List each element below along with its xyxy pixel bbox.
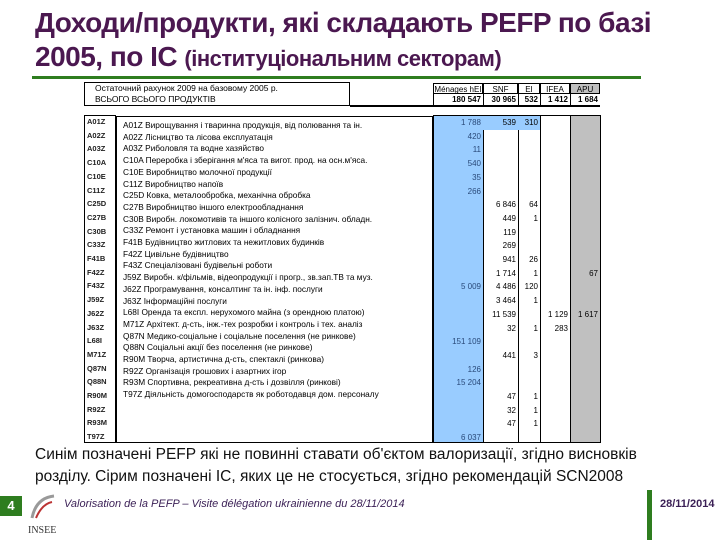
data-cell (570, 157, 600, 171)
data-cell (483, 335, 518, 349)
data-cell (483, 363, 518, 377)
data-cell (483, 157, 518, 171)
row-code: J63Z (87, 322, 105, 332)
data-cell: 15 204 (456, 378, 481, 388)
data-cell (570, 171, 600, 185)
row-code: J62Z (87, 308, 105, 318)
row-code: J59Z (87, 295, 105, 305)
data-cell (570, 226, 600, 240)
data-cell (540, 157, 570, 171)
data-table (84, 80, 600, 443)
sector-description: J62Z Програмування, консалтинг та ін. інф. послуги (123, 283, 323, 294)
sector-description: R90M Творча, артистична д-сть, спектаклі (ринкова) (123, 354, 325, 365)
data-cell: 32 (507, 405, 516, 415)
row-code: C25D (87, 199, 107, 209)
data-cell: 1 (533, 323, 538, 333)
data-cell: 540 (467, 159, 481, 169)
data-cell (540, 185, 570, 199)
sector-description: L68I Оренда та експл. нерухомого майна (з орендною платою) (123, 307, 365, 318)
data-cell (433, 308, 483, 322)
data-cell: 151 109 (452, 337, 481, 347)
row-code: T97Z (87, 432, 105, 442)
sector-description: A03Z Риболовля та водне хазяйство (123, 143, 264, 154)
caption-line2: ВСЬОГО ВСЬОГО ПРОДУКТІВ (95, 94, 216, 104)
sector-description: F43Z Спеціалізовані будівельні роботи (123, 260, 273, 271)
sector-description: J59Z Виробн. к/фільмів, відеопродукції і прогр., зв.зап.ТВ та муз. (123, 272, 373, 283)
data-cell (433, 404, 483, 418)
data-cell (570, 349, 600, 363)
data-cell: 11 539 (492, 309, 516, 319)
data-cell: 5 009 (460, 282, 481, 292)
caption-line1: Остаточний рахунок 2009 на базовому 2005 р. (95, 83, 278, 93)
row-code: C30B (87, 226, 107, 236)
data-cell: 4 486 (495, 282, 516, 292)
data-cell (518, 239, 540, 253)
data-cell: 1 (533, 268, 538, 278)
sector-description: C11Z Виробництво напоїв (123, 178, 224, 189)
data-cell (540, 116, 570, 130)
data-cell (433, 322, 483, 336)
data-cell: 266 (467, 186, 481, 196)
data-cell: 941 (502, 255, 516, 264)
data-cell (433, 253, 483, 267)
footer-divider (647, 490, 652, 540)
data-cell (518, 363, 540, 377)
data-cell (433, 212, 483, 226)
sector-description: Q87N Медико-соціальне і соціальне поселення (не ринкове) (123, 330, 356, 341)
data-cell: 47 (507, 392, 516, 401)
data-cell (540, 226, 570, 240)
data-cell: 3 (533, 350, 538, 360)
data-cell (433, 198, 483, 212)
row-code: F42Z (87, 267, 105, 277)
data-cell (433, 239, 483, 253)
data-cell (540, 335, 570, 349)
data-cell (540, 239, 570, 253)
data-cell (433, 417, 483, 431)
data-cell (483, 143, 518, 157)
page-number: 4 (0, 496, 22, 516)
data-cell: 64 (529, 200, 538, 210)
sector-description: J63Z Інформаційні послуги (123, 295, 227, 306)
row-code: R93M (87, 418, 108, 428)
insee-logo (26, 490, 60, 536)
data-cell: 1 129 (547, 309, 568, 319)
data-cell (518, 185, 540, 199)
data-cell: 1 617 (577, 309, 598, 319)
data-cell (433, 349, 483, 363)
data-cell (540, 212, 570, 226)
data-cell (570, 376, 600, 390)
data-cell (433, 390, 483, 404)
data-cell (540, 376, 570, 390)
sector-description: T97Z Діяльність домогосподарств як роботодавця дом. персоналу (123, 389, 379, 400)
row-code: M71Z (87, 349, 107, 359)
sector-description: C33Z Ремонт і установка машин і обладнання (123, 225, 301, 236)
data-cell (483, 171, 518, 185)
row-code: A01Z (87, 117, 106, 126)
row-code: A03Z (87, 144, 106, 154)
data-cell (540, 267, 570, 281)
sector-description: Q88N Соціальні акції без поселення (не ринкове) (123, 342, 313, 353)
column-header: SNF (483, 83, 518, 94)
sector-description: C30B Виробн. локомотивів та іншого колісного залізнич. обладн. (123, 213, 373, 224)
footer-text: Valorisation de la PEFP – Visite délégation ukrainienne du 28/11/2014 (64, 498, 405, 510)
data-cell (518, 130, 540, 144)
data-cell (483, 130, 518, 144)
data-cell (570, 431, 600, 445)
data-cell (540, 431, 570, 445)
data-cell: 6 037 (460, 433, 481, 443)
sector-description: C27B Виробництво іншого електрообладнання (123, 201, 304, 212)
total-cell: 1 412 (540, 94, 570, 105)
total-cell: 30 965 (483, 94, 518, 105)
total-cell: 532 (518, 94, 540, 105)
description-box (116, 116, 433, 443)
page-title (35, 6, 675, 76)
data-cell: 32 (507, 323, 516, 333)
column-header: EI (518, 83, 540, 94)
data-cell (483, 431, 518, 445)
data-cell (570, 390, 600, 404)
note-line2: розділу. Сірим позначені ІС, яких це не стосується, згідно рекомендацій SCN2008 (35, 468, 624, 485)
data-cell (570, 185, 600, 199)
data-cell: 1 (533, 213, 538, 223)
totals-divider (350, 105, 600, 107)
data-cell (433, 294, 483, 308)
data-cell (518, 171, 540, 185)
data-cell (518, 226, 540, 240)
column-header: Ménages hEI (434, 85, 482, 94)
sector-description: R93M Спортивна, рекреативна д-сть і дозвілля (ринкові) (123, 377, 341, 388)
row-code: F43Z (87, 281, 105, 291)
data-cell: 26 (529, 255, 538, 264)
data-cell: 269 (502, 241, 516, 251)
data-cell: 119 (503, 227, 516, 237)
sector-description: C10E Виробництво молочної продукції (123, 166, 272, 177)
data-cell: 310 (518, 116, 540, 130)
data-cell (433, 226, 483, 240)
data-cell (570, 198, 600, 212)
data-cell (570, 143, 600, 157)
sector-description: C10A Переробка і зберігання м'яса та вигот. прод. на осн.м'яса. (123, 155, 368, 166)
row-code: C10E (87, 171, 106, 181)
code-column (84, 115, 116, 443)
data-cell: 1 (533, 296, 538, 306)
data-cell: 1 714 (495, 268, 516, 278)
sector-description: F41B Будівництво житлових та нежитлових будинків (123, 237, 325, 248)
data-cell: 1 788 (460, 118, 481, 127)
data-cell (518, 157, 540, 171)
sector-description: F42Z Цивільне будівництво (123, 248, 229, 259)
note-line1: Синім позначені PEFP які не повинні ставати об'єктом валоризації, згідно висновків (35, 446, 637, 463)
data-cell (570, 322, 600, 336)
data-cell (540, 294, 570, 308)
sector-description: A01Z Вирощування і тваринна продукція, від полювання та ін. (123, 120, 363, 130)
row-code: A02Z (87, 130, 106, 140)
data-cell (540, 404, 570, 418)
table-caption (84, 82, 350, 106)
data-cell (540, 349, 570, 363)
data-cell (540, 417, 570, 431)
column-header: APU (570, 83, 600, 94)
data-cell (540, 198, 570, 212)
data-cell: 283 (554, 323, 568, 333)
data-cell (540, 280, 570, 294)
data-cell (433, 267, 483, 281)
sector-description: M71Z Архітект. д-сть, інж.-тех розробки і контроль і тех. аналіз (123, 318, 363, 329)
data-cell (518, 335, 540, 349)
data-cell: 1 (533, 419, 538, 429)
data-cell: 420 (467, 131, 481, 141)
data-cell: 11 (472, 145, 481, 155)
data-cell (540, 253, 570, 267)
data-cell (570, 116, 600, 130)
note-text (35, 444, 695, 488)
data-cell: 3 464 (495, 296, 516, 306)
data-cell (570, 253, 600, 267)
data-cell: 120 (524, 282, 538, 292)
row-code: C11Z (87, 185, 105, 195)
data-cell (540, 171, 570, 185)
data-cell (570, 404, 600, 418)
data-cell (570, 239, 600, 253)
data-cell: 539 (483, 116, 518, 130)
data-cell: 126 (467, 364, 481, 374)
data-cell: 1 (533, 392, 538, 401)
data-cell: 441 (502, 350, 516, 360)
sector-description: A02Z Лісництво та лісова експлуатація (123, 131, 273, 142)
data-cell (570, 130, 600, 144)
svg-text:INSEE: INSEE (28, 525, 57, 536)
data-cell: 67 (589, 268, 598, 278)
data-cell: 1 (533, 405, 538, 415)
data-cell: 35 (472, 172, 481, 182)
data-cell (570, 280, 600, 294)
row-code: Q87N (87, 363, 107, 373)
data-cell (540, 143, 570, 157)
data-cell (570, 335, 600, 349)
total-cell: 1 684 (570, 94, 600, 105)
title-sub: (інституціональним секторам) (184, 46, 502, 71)
row-code: L68I (87, 336, 103, 346)
data-cell (570, 417, 600, 431)
data-cell (518, 376, 540, 390)
footer-date: 28/11/2014 (660, 498, 715, 510)
sector-description: C25D Ковка, металообробка, механічна обробка (123, 190, 311, 201)
row-code: C27B (87, 212, 107, 222)
row-code: C33Z (87, 240, 106, 250)
data-cell (570, 363, 600, 377)
data-cell (540, 130, 570, 144)
title-main: Доходи/продукти, які складають PEFP по базі 2005, по ІС (35, 7, 652, 72)
row-code: Q88N (87, 377, 107, 387)
data-cell (518, 431, 540, 445)
row-code: F41B (87, 254, 106, 263)
total-cell: 180 547 (433, 94, 483, 105)
data-cell: 449 (502, 213, 516, 223)
row-code: R90M (87, 391, 108, 400)
row-code: C10A (87, 158, 107, 168)
data-cell (570, 212, 600, 226)
sector-description: R92Z Організація грошових і азартних ігор (123, 365, 287, 376)
column-header: IFEA (540, 83, 570, 94)
data-cell (483, 185, 518, 199)
data-cell (540, 390, 570, 404)
data-cell (570, 294, 600, 308)
row-code: R92Z (87, 404, 106, 414)
data-cell (518, 143, 540, 157)
data-cell (540, 363, 570, 377)
data-cell (483, 376, 518, 390)
data-cell: 47 (507, 419, 516, 429)
data-cell: 6 846 (495, 200, 516, 210)
data-cell (518, 308, 540, 322)
title-divider (32, 76, 641, 79)
